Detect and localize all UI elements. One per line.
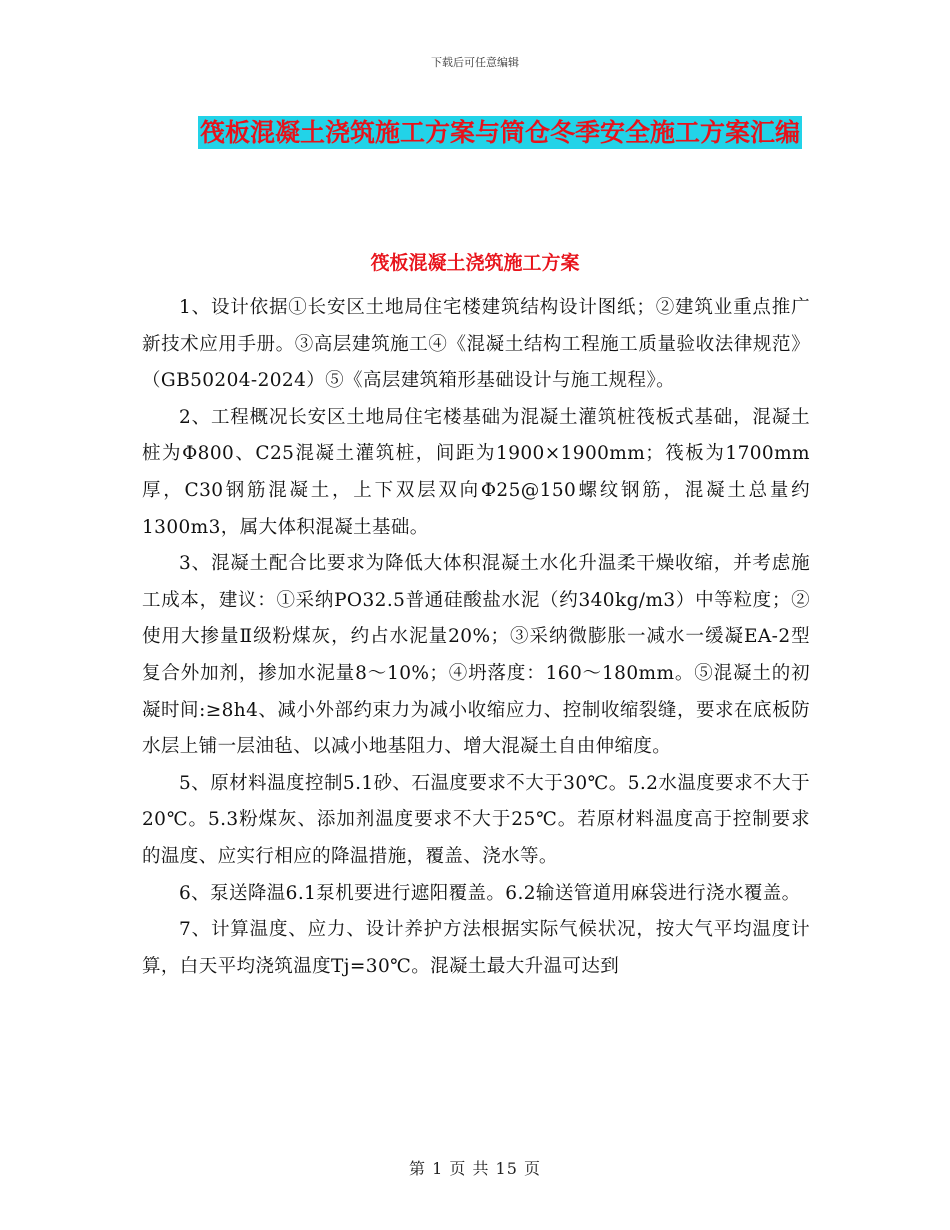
paragraph-6: 6、泵送降温6.1泵机要进行遮阳覆盖。6.2输送管道用麻袋进行浇水覆盖。 [179, 882, 801, 904]
paragraph-7: 7、计算温度、应力、设计养护方法根据实际气候状况，按大气平均温度计算，白天平均浇筑温度Tj=30℃。混凝土最大升温可达到 [142, 919, 810, 977]
paragraph-5: 5、原材料温度控制5.1砂、石温度要求不大于30℃。5.2水温度要求不大于20℃。5.3粉煤灰、添加剂温度要求不大于25℃。若原材料温度高于控制要求的温度、应实行相应的降温措施，覆盖、浇水等。 [142, 772, 810, 867]
document-title-text: 筏板混凝土浇筑施工方案与筒仓冬季安全施工方案汇编 [199, 118, 800, 147]
paragraph-3: 3、混凝土配合比要求为降低大体积混凝土水化升温柔干燥收缩，并考虑施工成本，建议：①采纳PO32.5普通硅酸盐水泥（约340kg/m3）中等粒度；②使用大掺量Ⅱ级粉煤灰，约占水泥量20%；③采纳微膨胀一减水一缓凝EA-2型复合外加剂，掺加水泥量8～10%；④坍落度：160～180mm。⑤混凝土的初凝时间:≥8h4、减小外部约束力为减小收缩应力、控制收缩裂缝，要求在底板防水层上铺一层油毡、以减小地基阻力、增大混凝土自由伸缩度。 [142, 553, 810, 758]
paragraph-1: 1、设计依据①长安区土地局住宅楼建筑结构设计图纸；②建筑业重点推广新技术应用手册。③高层建筑施工④《混凝土结构工程施工质量验收法律规范》（GB50204-2024）⑤《高层建筑箱形基础设计与施工规程》。 [142, 297, 810, 392]
section-title: 筏板混凝土浇筑施工方案 [370, 252, 580, 274]
document-title [190, 110, 810, 156]
paragraph-2: 2、工程概况长安区土地局住宅楼基础为混凝土灌筑桩筏板式基础，混凝土桩为Φ800、C25混凝土灌筑桩，间距为1900×1900mm；筏板为1700mm厚，C30钢筋混凝土，上下双层双向Φ25@150螺纹钢筋，混凝土总量约1300m3，属大体积混凝土基础。 [142, 406, 810, 538]
body-text [142, 290, 810, 985]
page-number-footer: 第 1 页 共 15 页 [409, 1159, 541, 1178]
header-note: 下载后可任意编辑 [431, 56, 519, 69]
